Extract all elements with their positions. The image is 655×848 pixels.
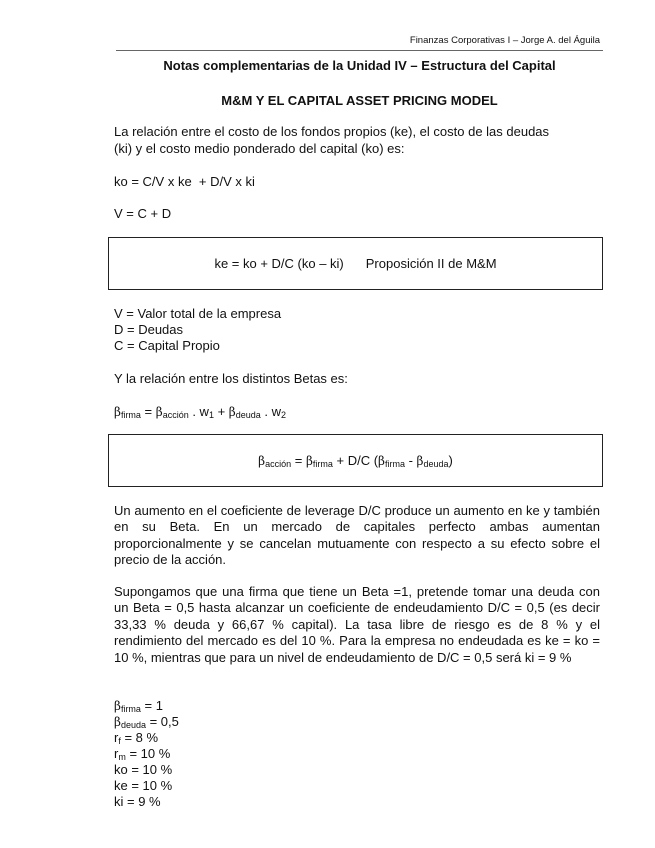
value-rm: $r_m = 10$ % [114, 746, 171, 762]
definition-c: C = Capital Propio [114, 338, 220, 353]
proposition-label: Proposición II de M&M [365, 256, 497, 271]
value-ke: ke = 10 % [114, 778, 173, 793]
betas-intro: Y la relación entre los distintos Betas es: [114, 371, 348, 386]
value-ki: ki = 9 % [114, 794, 161, 809]
beta-firma-formula: $\beta_{firma} = \beta_{acción}$ . $w_1 + \beta_{deuda}$ . $w_2$ [114, 404, 287, 420]
beta-accion-formula: $\beta_{acción} = \beta_{firma} + D/C$ $(\beta_{firma} - \beta_{deuda})$ [258, 453, 453, 469]
proposition-box [108, 237, 603, 290]
proposition-content [109, 256, 602, 271]
value-beta-deuda: $\beta_{deuda} = 0,5$ [114, 714, 179, 730]
ko-formula: ko = C/V x ke + D/V x ki [114, 174, 255, 189]
intro-line-1: La relación entre el costo de los fondos propios (ke), el costo de las deudas [114, 124, 550, 139]
running-header: Finanzas Corporativas I – Jorge A. del Águila [409, 35, 600, 46]
section-title: M&M Y EL CAPITAL ASSET PRICING MODEL [221, 93, 498, 108]
intro-line-2: (ki) y el costo medio ponderado del capital (ko) es: [114, 141, 405, 156]
v-formula: V = C + D [114, 206, 172, 221]
header-rule [116, 50, 603, 51]
value-ko: ko = 10 % [114, 762, 173, 777]
leverage-paragraph: Un aumento en el coeficiente de leverage D/C produce un aumento en ke y también en su Beta. En un mercado de capitales perfecto ambas aumentan proporcionalmente y se cancelan mutuamente con respecto a su efecto sobre el precio de la acción. [114, 503, 600, 568]
example-paragraph: Supongamos que una firma que tiene un Beta =1, pretende tomar una deuda con un Beta = 0,5 hasta alcanzar un coeficiente de endeudamiento D/C = 0,5 (es decir 33,33 % deuda y 66,67 % capital). La tasa libre de riesgo es de 8 % y el rendimiento del mercado es del 10 %. Para la empresa no endeudada es ke = ko = 10 %, mientras que para un nivel de endeudamiento de D/C = 0,5 será ki = 9 % [114, 584, 600, 665]
value-beta-firma: $\beta_{firma} = 1$ [114, 698, 163, 714]
definition-v: V = Valor total de la empresa [114, 306, 282, 321]
ke-formula: ke = ko + D/C (ko – ki) [214, 256, 344, 271]
value-rf: $r_f = 8$ % [114, 730, 159, 746]
main-title: Notas complementarias de la Unidad IV – Estructura del Capital [163, 58, 556, 73]
beta-accion-box [108, 434, 603, 487]
definition-d: D = Deudas [114, 322, 184, 337]
